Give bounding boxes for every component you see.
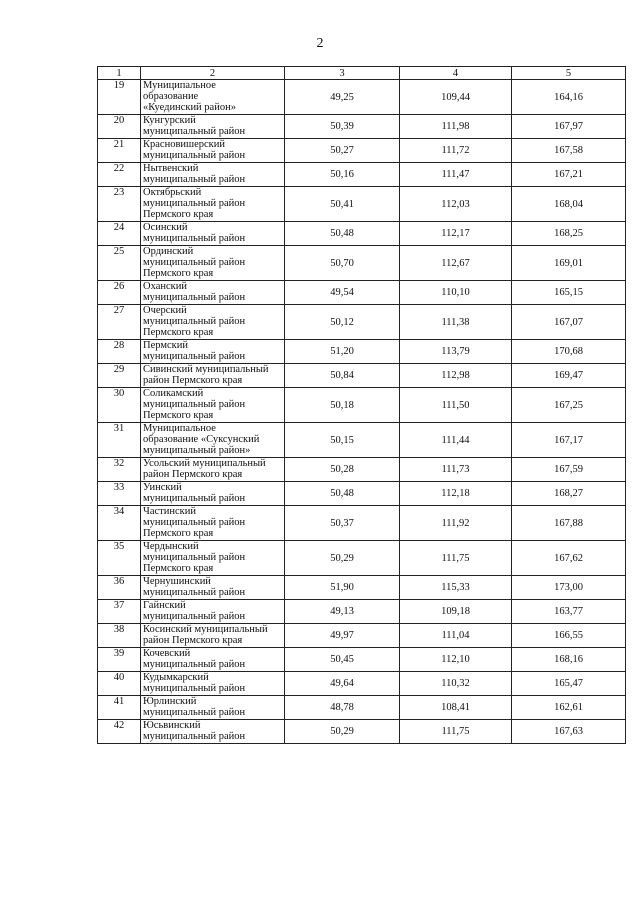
table-row bbox=[98, 80, 626, 115]
value-column-5: 167,58 bbox=[512, 139, 626, 163]
municipality-name-text: Оханский муниципальный район bbox=[143, 281, 246, 303]
value-column-4: 112,10 bbox=[400, 648, 512, 672]
value-column-5: 167,97 bbox=[512, 115, 626, 139]
municipality-name-text: Октябрьский муниципальный район Пермского края bbox=[143, 187, 246, 220]
value-column-5: 167,88 bbox=[512, 506, 626, 541]
municipality-name-text: Чердынский муниципальный район Пермского края bbox=[143, 541, 246, 574]
value-column-3: 49,64 bbox=[285, 672, 400, 696]
row-number: 26 bbox=[98, 281, 141, 305]
table-row bbox=[98, 482, 626, 506]
row-number: 41 bbox=[98, 696, 141, 720]
value-column-4: 111,75 bbox=[400, 541, 512, 576]
column-header-5: 5 bbox=[512, 67, 626, 80]
municipality-name-text: Осинский муниципальный район bbox=[143, 222, 246, 244]
municipality-name bbox=[141, 600, 285, 624]
municipality-name bbox=[141, 388, 285, 423]
column-header-3: 3 bbox=[285, 67, 400, 80]
value-column-4: 110,32 bbox=[400, 672, 512, 696]
value-column-5: 168,27 bbox=[512, 482, 626, 506]
municipality-name-text: Гайнский муниципальный район bbox=[143, 600, 246, 622]
value-column-4: 113,79 bbox=[400, 340, 512, 364]
value-column-3: 50,84 bbox=[285, 364, 400, 388]
value-column-3: 50,39 bbox=[285, 115, 400, 139]
row-number: 22 bbox=[98, 163, 141, 187]
value-column-3: 48,78 bbox=[285, 696, 400, 720]
value-column-5: 173,00 bbox=[512, 576, 626, 600]
row-number: 19 bbox=[98, 80, 141, 115]
value-column-3: 50,12 bbox=[285, 305, 400, 340]
value-column-3: 51,90 bbox=[285, 576, 400, 600]
table-row bbox=[98, 576, 626, 600]
value-column-3: 51,20 bbox=[285, 340, 400, 364]
value-column-5: 167,21 bbox=[512, 163, 626, 187]
value-column-5: 168,16 bbox=[512, 648, 626, 672]
row-number: 36 bbox=[98, 576, 141, 600]
value-column-3: 50,45 bbox=[285, 648, 400, 672]
row-number: 33 bbox=[98, 482, 141, 506]
table-row bbox=[98, 624, 626, 648]
table-row bbox=[98, 423, 626, 458]
municipality-name bbox=[141, 364, 285, 388]
municipality-name bbox=[141, 340, 285, 364]
value-column-3: 50,70 bbox=[285, 246, 400, 281]
row-number: 39 bbox=[98, 648, 141, 672]
value-column-3: 50,48 bbox=[285, 482, 400, 506]
value-column-3: 50,29 bbox=[285, 720, 400, 744]
table-row bbox=[98, 305, 626, 340]
table-row bbox=[98, 163, 626, 187]
column-header-1: 1 bbox=[98, 67, 141, 80]
value-column-4: 109,18 bbox=[400, 600, 512, 624]
table-row bbox=[98, 281, 626, 305]
row-number: 42 bbox=[98, 720, 141, 744]
table-row bbox=[98, 506, 626, 541]
table-row bbox=[98, 364, 626, 388]
value-column-5: 169,01 bbox=[512, 246, 626, 281]
value-column-4: 112,17 bbox=[400, 222, 512, 246]
value-column-3: 50,16 bbox=[285, 163, 400, 187]
value-column-5: 165,47 bbox=[512, 672, 626, 696]
value-column-5: 167,17 bbox=[512, 423, 626, 458]
row-number: 25 bbox=[98, 246, 141, 281]
table-row bbox=[98, 720, 626, 744]
municipality-name-text: Юрлинский муниципальный район bbox=[143, 696, 246, 718]
value-column-5: 168,25 bbox=[512, 222, 626, 246]
municipality-name-text: Муниципальное образование «Суксунский муниципальный район» bbox=[143, 423, 260, 456]
municipality-name-text: Кудымкарский муниципальный район bbox=[143, 672, 246, 694]
municipality-name-text: Муниципальное образование «Куединский район» bbox=[143, 80, 236, 113]
row-number: 24 bbox=[98, 222, 141, 246]
row-number: 21 bbox=[98, 139, 141, 163]
municipality-name bbox=[141, 648, 285, 672]
value-column-5: 167,07 bbox=[512, 305, 626, 340]
value-column-5: 169,47 bbox=[512, 364, 626, 388]
table-row bbox=[98, 246, 626, 281]
data-table bbox=[97, 66, 626, 744]
municipality-name-text: Пермский муниципальный район bbox=[143, 340, 246, 362]
municipality-name bbox=[141, 305, 285, 340]
table-header-row bbox=[98, 67, 626, 80]
row-number: 28 bbox=[98, 340, 141, 364]
municipality-name bbox=[141, 624, 285, 648]
value-column-5: 168,04 bbox=[512, 187, 626, 222]
value-column-5: 163,77 bbox=[512, 600, 626, 624]
value-column-3: 50,28 bbox=[285, 458, 400, 482]
municipality-name bbox=[141, 246, 285, 281]
municipality-name bbox=[141, 458, 285, 482]
value-column-4: 111,04 bbox=[400, 624, 512, 648]
municipality-name bbox=[141, 720, 285, 744]
municipality-name bbox=[141, 576, 285, 600]
row-number: 27 bbox=[98, 305, 141, 340]
table-body bbox=[98, 80, 626, 744]
table-row bbox=[98, 388, 626, 423]
value-column-4: 112,18 bbox=[400, 482, 512, 506]
value-column-5: 167,62 bbox=[512, 541, 626, 576]
value-column-5: 166,55 bbox=[512, 624, 626, 648]
value-column-3: 50,41 bbox=[285, 187, 400, 222]
column-header-4: 4 bbox=[400, 67, 512, 80]
municipality-name bbox=[141, 80, 285, 115]
municipality-name bbox=[141, 139, 285, 163]
municipality-name-text: Очерский муниципальный район Пермского края bbox=[143, 305, 246, 338]
row-number: 32 bbox=[98, 458, 141, 482]
page-number: 2 bbox=[316, 36, 324, 51]
row-number: 31 bbox=[98, 423, 141, 458]
row-number: 23 bbox=[98, 187, 141, 222]
value-column-3: 49,97 bbox=[285, 624, 400, 648]
table-row bbox=[98, 222, 626, 246]
municipality-name bbox=[141, 482, 285, 506]
municipality-name-text: Кунгурский муниципальный район bbox=[143, 115, 246, 137]
municipality-name-text: Нытвенский муниципальный район bbox=[143, 163, 246, 185]
value-column-4: 111,47 bbox=[400, 163, 512, 187]
value-column-4: 111,50 bbox=[400, 388, 512, 423]
row-number: 34 bbox=[98, 506, 141, 541]
value-column-5: 162,61 bbox=[512, 696, 626, 720]
value-column-4: 111,75 bbox=[400, 720, 512, 744]
table-row bbox=[98, 115, 626, 139]
municipality-name-text: Усольский муниципальный район Пермского края bbox=[143, 458, 266, 480]
municipality-name-text: Сивинский муниципальный район Пермского края bbox=[143, 364, 269, 386]
municipality-name bbox=[141, 423, 285, 458]
value-column-4: 110,10 bbox=[400, 281, 512, 305]
value-column-5: 165,15 bbox=[512, 281, 626, 305]
value-column-4: 111,73 bbox=[400, 458, 512, 482]
municipality-name-text: Чернушинский муниципальный район bbox=[143, 576, 246, 598]
value-column-4: 115,33 bbox=[400, 576, 512, 600]
row-number: 37 bbox=[98, 600, 141, 624]
municipality-name bbox=[141, 187, 285, 222]
value-column-4: 108,41 bbox=[400, 696, 512, 720]
value-column-3: 50,48 bbox=[285, 222, 400, 246]
value-column-5: 164,16 bbox=[512, 80, 626, 115]
municipality-name bbox=[141, 163, 285, 187]
value-column-5: 170,68 bbox=[512, 340, 626, 364]
value-column-3: 50,18 bbox=[285, 388, 400, 423]
municipality-name bbox=[141, 541, 285, 576]
row-number: 20 bbox=[98, 115, 141, 139]
municipality-name-text: Ординский муниципальный район Пермского края bbox=[143, 246, 246, 279]
value-column-3: 50,37 bbox=[285, 506, 400, 541]
value-column-4: 112,03 bbox=[400, 187, 512, 222]
municipality-name bbox=[141, 281, 285, 305]
value-column-4: 111,72 bbox=[400, 139, 512, 163]
municipality-name-text: Красновишерский муниципальный район bbox=[143, 139, 246, 161]
row-number: 38 bbox=[98, 624, 141, 648]
value-column-4: 111,38 bbox=[400, 305, 512, 340]
value-column-5: 167,59 bbox=[512, 458, 626, 482]
municipality-name-text: Кочевский муниципальный район bbox=[143, 648, 246, 670]
table-row bbox=[98, 541, 626, 576]
value-column-3: 49,25 bbox=[285, 80, 400, 115]
municipality-name-text: Частинский муниципальный район Пермского края bbox=[143, 506, 246, 539]
value-column-3: 50,15 bbox=[285, 423, 400, 458]
row-number: 29 bbox=[98, 364, 141, 388]
municipality-name-text: Соликамский муниципальный район Пермского края bbox=[143, 388, 246, 421]
table-row bbox=[98, 600, 626, 624]
column-header-2: 2 bbox=[141, 67, 285, 80]
row-number: 35 bbox=[98, 541, 141, 576]
value-column-3: 49,13 bbox=[285, 600, 400, 624]
row-number: 30 bbox=[98, 388, 141, 423]
municipality-name bbox=[141, 115, 285, 139]
table-row bbox=[98, 672, 626, 696]
table-row bbox=[98, 340, 626, 364]
table-row bbox=[98, 458, 626, 482]
municipality-name-text: Косинский муниципальный район Пермского края bbox=[143, 624, 268, 646]
value-column-3: 50,29 bbox=[285, 541, 400, 576]
table-row bbox=[98, 139, 626, 163]
value-column-3: 50,27 bbox=[285, 139, 400, 163]
municipality-name bbox=[141, 696, 285, 720]
municipality-name-text: Уинский муниципальный район bbox=[143, 482, 246, 504]
row-number: 40 bbox=[98, 672, 141, 696]
municipality-name-text: Юсьвинский муниципальный район bbox=[143, 720, 246, 742]
value-column-4: 112,67 bbox=[400, 246, 512, 281]
value-column-4: 111,98 bbox=[400, 115, 512, 139]
table-row bbox=[98, 696, 626, 720]
value-column-4: 109,44 bbox=[400, 80, 512, 115]
value-column-4: 112,98 bbox=[400, 364, 512, 388]
municipality-name bbox=[141, 672, 285, 696]
table-row bbox=[98, 187, 626, 222]
municipality-name bbox=[141, 506, 285, 541]
value-column-4: 111,92 bbox=[400, 506, 512, 541]
municipality-name bbox=[141, 222, 285, 246]
value-column-3: 49,54 bbox=[285, 281, 400, 305]
value-column-5: 167,63 bbox=[512, 720, 626, 744]
value-column-4: 111,44 bbox=[400, 423, 512, 458]
table-row bbox=[98, 648, 626, 672]
value-column-5: 167,25 bbox=[512, 388, 626, 423]
